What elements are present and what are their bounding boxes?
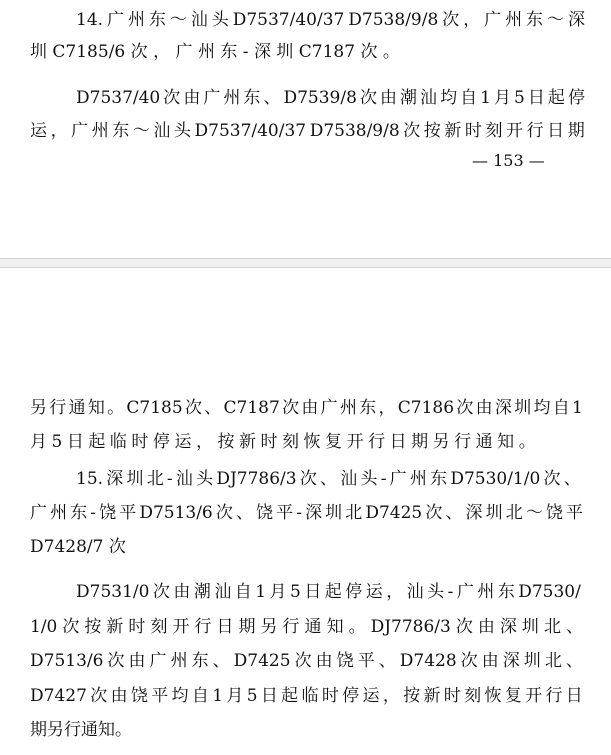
text-line: 广 州 东 - 饶 平 D7513/6 次 、 饶 平 - 深 圳 北 D7425 次 、 深 圳 北 ～ 饶 平: [30, 503, 583, 523]
text-line: D7428/7 次: [30, 537, 126, 557]
text-line: 圳 C7185/6 次 ， 广 州 东 - 深 圳 C7187 次 。: [30, 42, 400, 62]
text-line: 月 5 日 起 临 时 停 运 ， 按 新 时 刻 恢 复 开 行 日 期 另 行 通 知 。: [30, 432, 536, 452]
text-line: 15. 深 圳 北 - 汕 头 DJ7786/3 次 、 汕 头 - 广 州 东 D7530/1/0 次 、: [76, 469, 581, 489]
text-line: D7427 次 由 饶 平 均 自 1 月 5 日 起 临 时 停 运 ， 按 新 时 刻 恢 复 开 行 日: [30, 686, 583, 706]
text-line: D7531/0 次 由 潮 汕 自 1 月 5 日 起 停 运 ， 汕 头 - 广 州 东 D7530/: [76, 582, 581, 602]
text-line: 运 ， 广 州 东 ～ 汕 头 D7537/40/37 D7538/9/8 次 按 新 时 刻 开 行 日 期: [30, 121, 585, 141]
text-line: 1/0 次 按 新 时 刻 开 行 日 期 另 行 通 知 。 DJ7786/3 次 由 深 圳 北 、: [30, 617, 583, 637]
page-separator: [0, 258, 611, 268]
document-page-top: [0, 0, 611, 258]
document-page-bottom: [0, 268, 611, 755]
text-line: D7513/6 次 由 广 州 东 、 D7425 次 由 饶 平 、 D7428 次 由 深 圳 北 、: [30, 651, 583, 671]
text-line: D7537/40 次 由 广 州 东 、 D7539/8 次 由 潮 汕 均 自 1 月 5 日 起 停: [76, 88, 585, 108]
text-line: 期另行通知。: [30, 720, 132, 740]
text-line: 14. 广 州 东 ～ 汕 头 D7537/40/37 D7538/9/8 次 ， 广 州 东 ～ 深: [76, 10, 585, 30]
page-number: — 153 —: [472, 151, 545, 170]
text-line: 另 行 通 知 。 C7185 次 、 C7187 次 由 广 州 东 ， C7186 次 由 深 圳 均 自 1: [30, 398, 583, 418]
